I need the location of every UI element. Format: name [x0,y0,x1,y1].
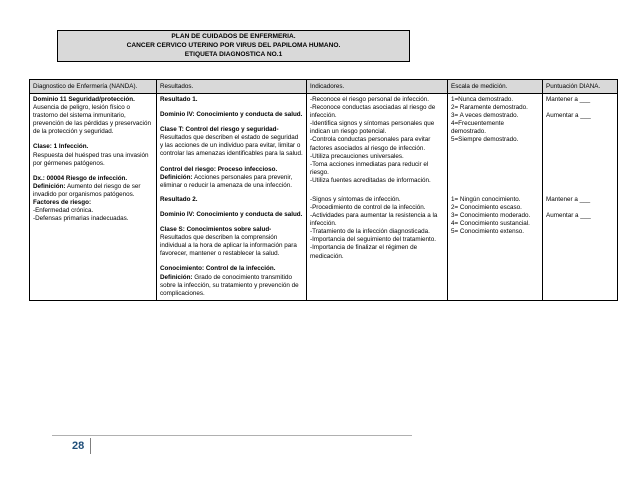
scale1-cell [448,94,543,192]
score-maintain: Mantener a ___ [546,96,591,103]
indicator-item: -Reconoce conductas asociadas al riesgo de infección. [310,104,436,120]
result1-title: Resultado 1. [160,96,198,103]
scale-item: 4= Conocimiento sustancial. [451,220,530,228]
nanda-factor: -Defensas primarias inadecuadas. [33,215,129,223]
plan-subtitle: CANCER CERVICO UTERINO POR VIRUS DEL PAPILOMA HUMANO. [126,41,341,49]
nanda-cell [30,94,157,301]
result1-domain: Dominio IV: Conocimiento y conducta de salud. [160,111,303,119]
result1-definition: Definición: Acciones personales para prevenir, eliminar o reducir la amenaza de una infección. [160,173,293,189]
plan-header [57,30,410,62]
score2-cell [543,192,618,300]
table-header-row [30,80,618,94]
result2-class-title: Clase S: Conocimientos sobre salud- [160,226,272,234]
nanda-class-text: Respuesta del huésped tras una invasión por gérmenes patógenos. [33,151,149,167]
scale-item: 5=Siempre demostrado. [451,136,519,144]
indicator-item: -Utiliza fuentes acreditadas de información. [310,176,431,184]
result2-definition: Definición: Grado de conocimiento transmitido sobre la infección, su tratamiento y prevención de complicaciones. [160,273,299,297]
scale2-cell [448,192,543,300]
page-number: 28 [72,440,85,452]
scale-item: 4=Frecuentemente [451,120,505,128]
plan-label: ETIQUETA DIAGNOSTICA NO.1 [184,50,283,58]
indicator-item: -Procedimiento de control de la infección. [310,203,426,211]
nanda-factor: -Enfermedad crónica. [33,207,94,215]
indicators1-cell [307,94,448,192]
score-increase: Aumentar a ___ [546,211,591,219]
score-maintain: Mantener a ___ [546,195,591,203]
indicator-item: -Importancia del seguimiento del tratamiento. [310,236,437,244]
scale-item: 1=Nunca demostrado. [451,96,514,103]
result1-class-text: Resultados que describen el estado de seguridad y las acciones de un individuo para evitar, limitar o controlar las amenazas identificables para la salud. [160,134,303,158]
scale-item: 3= Conocimiento moderado. [451,212,531,220]
nanda-domain-title: Dominio 11 Seguridad/protección. [33,96,135,103]
table-row [30,94,618,192]
scale-item: 3= A veces demostrado. [451,112,519,120]
scale-item: 5= Conocimiento extenso. [451,228,524,236]
footer-separator [90,438,91,454]
col-header-score: Puntuación DIANA. [543,80,618,94]
result1-cell [157,94,307,192]
indicator-item: -Utiliza precauciones universales. [310,152,404,160]
result2-knowledge: Conocimiento: Control de la infección. [160,265,276,273]
result2-class-text: Resultados que describen la comprensión individual a la hora de aplicar la información para favorecer, mantener o restablecer la salud. [160,234,297,258]
scale-item: demostrado. [451,128,487,136]
nanda-factors-title: Factores de riesgo: [33,199,92,207]
col-header-nanda: Diagnostico de Enfermería (NANDA). [30,80,157,94]
indicator-item: -Toma acciones inmediatas para reducir el riesgo. [310,160,429,176]
indicator-item: -Controla conductas personales para evitar factores asociados al riesgo de infección. [310,136,431,152]
indicator-item: -Signos y síntomas de infección. [310,195,401,203]
footer-divider [52,435,412,436]
col-header-indicators: Indicadores. [307,80,448,94]
scale-item: 1= Ningún conocimiento. [451,195,521,203]
nanda-class-title: Clase: 1 Infección. [33,143,89,151]
indicators2-cell [307,192,448,300]
scale-item: 2= Conocimiento escaso. [451,203,522,211]
indicator-item: -Tratamiento de la infección diagnosticada. [310,228,430,236]
indicator-item: -Identifica signos y síntomas personales que indican un riesgo potencial. [310,120,435,136]
result2-domain: Dominio IV: Conocimiento y conducta de salud. [160,210,303,218]
care-plan-table [29,79,618,301]
result2-cell [157,192,307,300]
col-header-scale: Escala de medición. [448,80,543,94]
result2-title: Resultado 2. [160,195,198,203]
result1-control: Control del riesgo: Proceso infeccioso. [160,165,278,173]
score-increase: Aumentar a ___ [546,112,591,120]
indicator-item: -Reconoce el riesgo personal de infección. [310,96,430,103]
result1-class-title: Clase T: Control del riesgo y seguridad- [160,126,279,134]
col-header-results: Resultados. [157,80,307,94]
nanda-domain-text: Ausencia de peligro, lesión físico o trastorno del sistema inmunitario, prevención de las pérdidas y preservación de la protección y seguridad. [33,104,151,136]
score1-cell [543,94,618,192]
scale-item: 2= Raramente demostrado. [451,104,528,112]
nanda-dx-title: Dx.: 00004 Riesgo de infección. [33,174,128,182]
nanda-definition: Definición: Aumento del riesgo de ser invadido por organismos patógenos. [33,182,141,198]
plan-title: PLAN DE CUIDADOS DE ENFERMERIA. [171,33,296,40]
indicator-item: -Actividades para aumentar la resistencia a la infección. [310,212,438,228]
indicator-item: -Importancia de finalizar el régimen de medicación. [310,244,418,260]
